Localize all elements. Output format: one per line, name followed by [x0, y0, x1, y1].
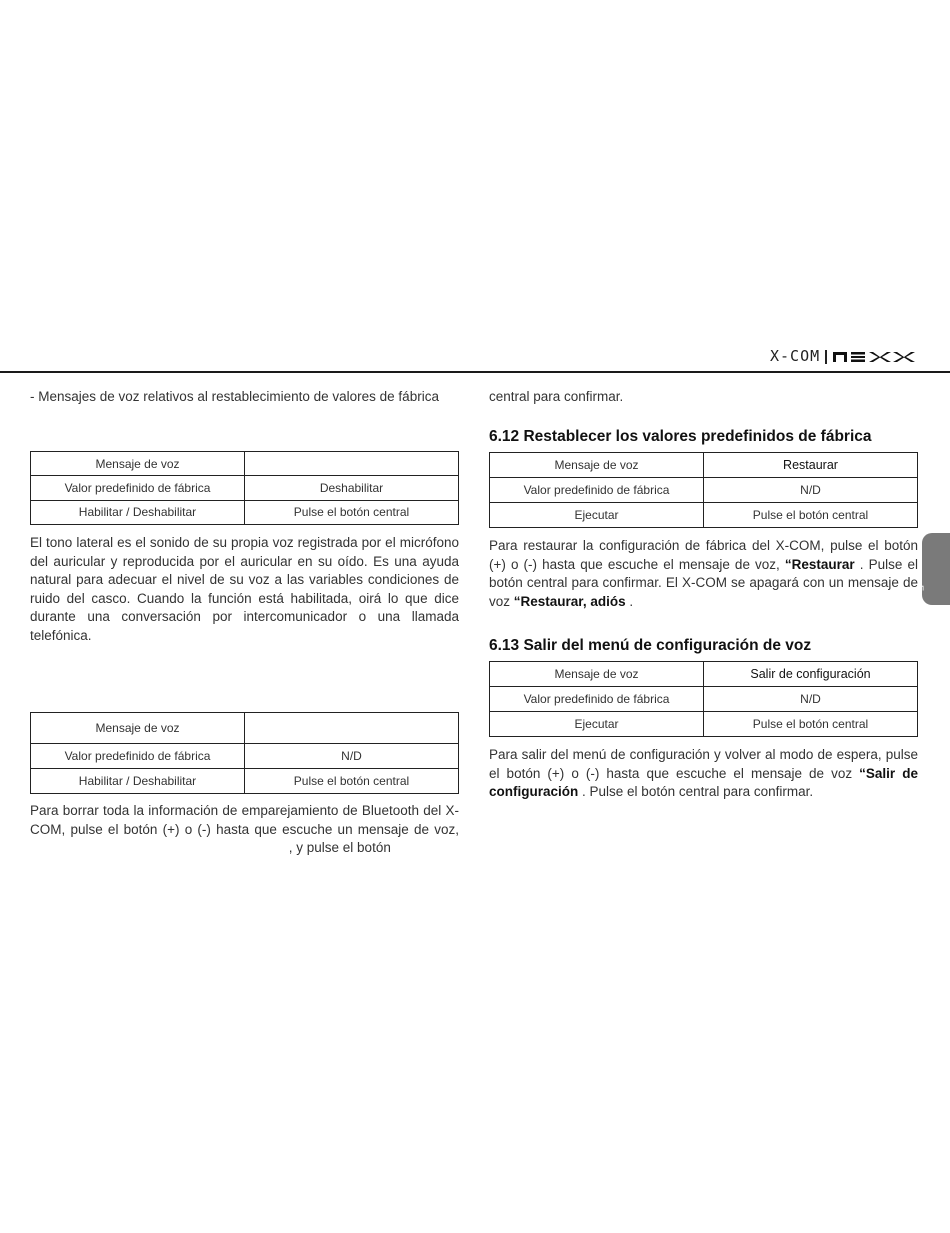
- nexx-logo: [833, 351, 923, 363]
- section-heading-6-13: 6.13 Salir del menú de configuración de voz: [489, 637, 812, 654]
- table-factory-reset: [489, 452, 918, 528]
- factory-reset-text-c: .: [629, 593, 634, 609]
- table-row: [490, 478, 918, 503]
- table-row: [31, 500, 459, 524]
- table-exit-config: [489, 661, 918, 737]
- table-cell: N/D: [704, 478, 918, 503]
- table-cell: [245, 452, 459, 476]
- table-cell: Valor predefinido de fábrica: [31, 744, 245, 769]
- exit-config-text-b: . Pulse el botón central para confirmar.: [582, 784, 814, 799]
- table-voice-message-1: [30, 451, 459, 525]
- continued-text: central para confirmar.: [489, 389, 624, 404]
- table-cell: Ejecutar: [490, 503, 704, 528]
- exit-config-text-a: Para salir del menú de configuración y volver al modo de espera, pulse el botón (+) o (-) hasta que escuche el mensaje de voz: [489, 747, 918, 781]
- voice-message-salir: “Salir de configuración: [489, 765, 918, 799]
- table-cell: Deshabilitar: [245, 476, 459, 500]
- header-rule: [0, 371, 950, 373]
- table-row: [31, 769, 459, 794]
- factory-reset-text: [489, 537, 918, 611]
- table-row: [31, 476, 459, 500]
- table-cell: Pulse el botón central: [245, 500, 459, 524]
- table-cell: Pulse el botón central: [704, 503, 918, 528]
- table-cell: Mensaje de voz: [31, 713, 245, 744]
- table-cell: Restaurar: [704, 453, 918, 478]
- table-row: [31, 713, 459, 744]
- table-cell: Valor predefinido de fábrica: [490, 478, 704, 503]
- exit-config-text: [489, 746, 918, 802]
- table-cell: Ejecutar: [490, 712, 704, 737]
- section-heading-6-12: 6.12 Restablecer los valores predefinidos de fábrica: [489, 428, 872, 445]
- table-cell: Valor predefinido de fábrica: [490, 687, 704, 712]
- table-cell: Mensaje de voz: [490, 662, 704, 687]
- sidetone-description: El tono lateral es el sonido de su propia voz registrada por el micrófono del auricular y reproducida por el auricular en su oído. Es una ayuda natural para adecuar el nivel de su voz a las variables condiciones de ruido del casco. Cuando la función está habilitada, oirá lo que dice durante una conversación por intercomunicador o una llamada telefónica.: [30, 535, 459, 643]
- table-row: [490, 453, 918, 478]
- table-row: [490, 687, 918, 712]
- table-row: [490, 503, 918, 528]
- page-header: [0, 340, 950, 374]
- table-cell: Pulse el botón central: [245, 769, 459, 794]
- table-cell: Pulse el botón central: [704, 712, 918, 737]
- table-cell: Valor predefinido de fábrica: [31, 476, 245, 500]
- pairing-reset-text: [30, 802, 459, 858]
- product-title: X-COM: [770, 347, 821, 365]
- table-row: [31, 452, 459, 476]
- table-cell: N/D: [245, 744, 459, 769]
- voice-message-restaurar: “Restaurar: [784, 556, 855, 572]
- table-cell: Mensaje de voz: [31, 452, 245, 476]
- language-tab: [915, 533, 950, 622]
- table-voice-message-2: [30, 712, 459, 794]
- table-cell: Habilitar / Deshabilitar: [31, 500, 245, 524]
- intro-text: - Mensajes de voz relativos al restablecimiento de valores de fábrica: [30, 389, 439, 404]
- table-cell: [245, 713, 459, 744]
- voice-message-restaurar-adios: “Restaurar, adiós: [513, 593, 626, 609]
- factory-reset-text-a: Para restaurar la configuración de fábrica del X-COM, pulse el botón (+) o (-) hasta que escuche el mensaje de voz,: [489, 538, 918, 572]
- table-row: [490, 712, 918, 737]
- language-tab-label: Español: [915, 585, 925, 622]
- table-row: [31, 744, 459, 769]
- table-cell: Habilitar / Deshabilitar: [31, 769, 245, 794]
- table-row: [490, 662, 918, 687]
- factory-reset-text-b: . Pulse el botón central para confirmar. El X-COM se apagará con un mensaje de voz: [489, 556, 918, 609]
- pairing-reset-text-a: Para borrar toda la información de emparejamiento de Bluetooth del X-COM, pulse el botón (+) o (-) hasta que escuche un mensaje de voz,: [30, 803, 459, 837]
- pairing-reset-text-b: , y pulse el botón: [288, 840, 391, 855]
- table-cell: Mensaje de voz: [490, 453, 704, 478]
- header-separator: [825, 350, 827, 364]
- table-cell: N/D: [704, 687, 918, 712]
- table-cell: Salir de configuración: [704, 662, 918, 687]
